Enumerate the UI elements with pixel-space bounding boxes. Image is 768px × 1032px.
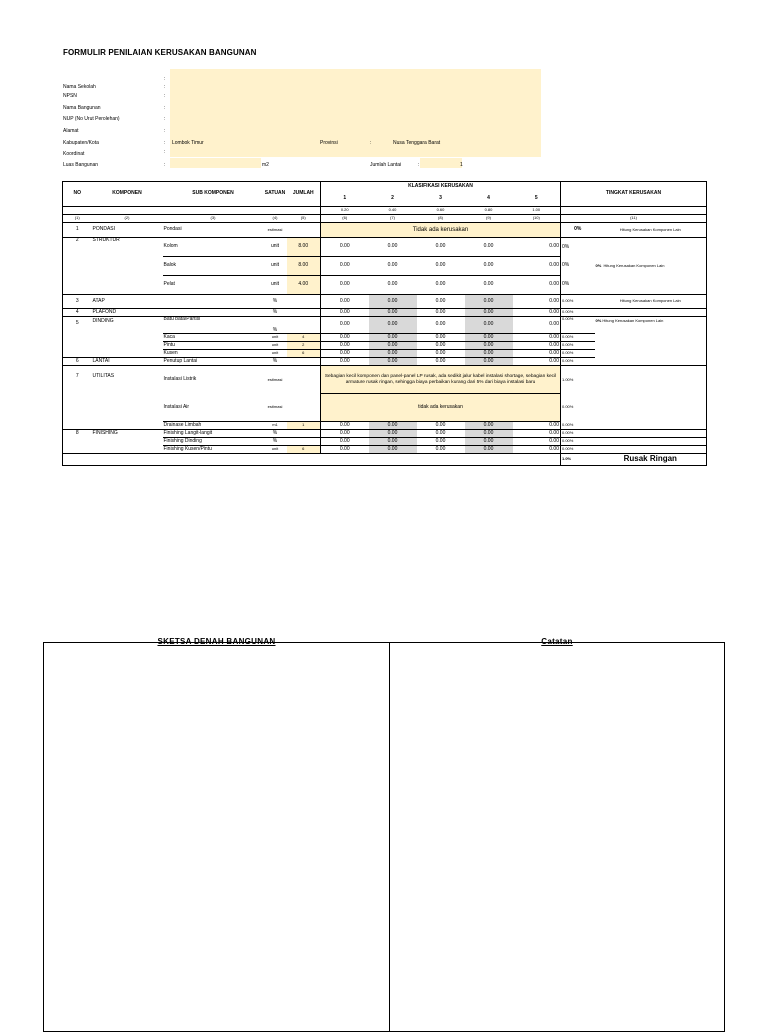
row-pct: 0% [561, 223, 595, 238]
class-value-input[interactable]: 0.00 [465, 257, 513, 276]
row-pct: 0.00% [561, 438, 595, 446]
class-value-input[interactable]: 0.00 [417, 309, 465, 317]
class-value-input[interactable]: 0.00 [369, 257, 417, 276]
class-value-input[interactable]: 0.00 [369, 334, 417, 342]
row-pct: 1.00% [561, 366, 595, 394]
row-komponen: STRUKTUR [92, 237, 120, 243]
class-value-input[interactable]: 0.00 [513, 257, 561, 276]
bobot-1: 0.20 [321, 207, 369, 215]
class-value-input[interactable]: 0.00 [417, 257, 465, 276]
hint-text: Hitung Kerusakan Komponen Lain [603, 262, 665, 268]
header-klasifikasi: KLASIFIKASI KERUSAKAN [321, 182, 561, 191]
class-value-input[interactable]: 0.00 [369, 309, 417, 317]
col-num: (1) [63, 215, 92, 223]
row-satuan: % [264, 438, 287, 446]
row-pct: 0.00% [561, 446, 595, 454]
label-npsn: NPSN [63, 93, 77, 99]
header-tingkat: TINGKAT KERUSAKAN [561, 182, 707, 207]
row-no: 2 [63, 238, 92, 295]
class-value-input[interactable]: 0.00 [321, 238, 369, 257]
class-value-input[interactable]: 0.00 [465, 334, 513, 342]
colon: : [164, 128, 166, 134]
row-komponen: PONDASI [92, 223, 163, 238]
class-value-input[interactable]: 0.00 [513, 276, 561, 295]
row-pct: 0.00% [561, 317, 595, 334]
row-pct: 0% [561, 238, 595, 257]
row-satuan: m1 [264, 422, 287, 430]
col-num: (6) [321, 215, 369, 223]
class-value-input[interactable]: 0.00 [465, 276, 513, 295]
notes-title: Catatan [541, 637, 573, 646]
row-pct: 0.00% [561, 350, 595, 358]
class-value-input[interactable]: 0.00 [513, 342, 561, 350]
row-pct: 0.00% [561, 309, 595, 317]
colon: : [164, 84, 166, 90]
colon: : [164, 116, 166, 122]
row-satuan: % [264, 430, 287, 438]
row-satuan: % [264, 295, 287, 309]
label-alamat: Alamat [63, 128, 79, 134]
row-pct: 0.00% [561, 342, 595, 350]
class-value-input[interactable]: 0.00 [513, 422, 561, 430]
header-sub-komponen: SUB KOMPONEN [163, 182, 264, 207]
class-value-input[interactable]: 0.00 [321, 257, 369, 276]
class-value-input[interactable]: 0.00 [513, 438, 561, 446]
row-sub: Instalasi Air [163, 394, 264, 422]
class-value-input[interactable]: 0.00 [465, 438, 513, 446]
jumlah-input[interactable]: 1 [287, 422, 321, 430]
provinsi-value[interactable]: Nusa Tenggara Barat [393, 140, 441, 146]
class-value-input[interactable]: 0.00 [513, 317, 561, 334]
sketch-title: SKETSA DENAH BANGUNAN [157, 637, 276, 646]
class-value-input[interactable]: 0.00 [465, 358, 513, 366]
bobot-2: 0.40 [369, 207, 417, 215]
header-jumlah: JUMLAH [287, 182, 321, 207]
jumlah-input[interactable]: 8.00 [287, 257, 321, 276]
kelas-4: 4 [487, 194, 490, 201]
row-sub: Finishing Langit-langit [163, 430, 264, 438]
jumlah-input[interactable]: 6 [287, 350, 321, 358]
class-value-input[interactable]: 0.00 [321, 350, 369, 358]
colon: : [418, 162, 420, 168]
jumlah-input[interactable]: 8.00 [287, 238, 321, 257]
class-value-input[interactable]: 0.00 [513, 350, 561, 358]
header-satuan: SATUAN [264, 182, 287, 207]
bobot-3: 0.60 [417, 207, 465, 215]
class-value-input[interactable]: 0.00 [417, 342, 465, 350]
kelas-1: 1 [321, 191, 369, 207]
row-pct: 0.00% [561, 422, 595, 430]
colon: : [164, 105, 166, 111]
dinding-total-pct: 0% [595, 318, 602, 323]
row-sub: Instalasi Listrik [163, 376, 197, 383]
class-value-input[interactable]: 0.00 [513, 430, 561, 438]
hint-text: Hitung Kerusakan Komponen Lain [595, 223, 707, 238]
class-value-input[interactable]: 0.00 [417, 358, 465, 366]
row-satuan: estimasi [264, 394, 287, 422]
row-no: 4 [63, 309, 92, 317]
colon: : [164, 76, 166, 82]
class-value-input[interactable]: 0.00 [321, 276, 369, 295]
total-pct: 1.0% [561, 454, 595, 466]
jumlah-input[interactable]: 4.00 [287, 276, 321, 295]
row-sub: Drainase Limbah [163, 422, 264, 430]
row-satuan: estimasi [264, 223, 287, 238]
jumlah-input[interactable]: 2 [287, 342, 321, 350]
row-satuan: % [264, 309, 287, 317]
class-value-input[interactable]: 0.00 [369, 358, 417, 366]
class-value-input[interactable]: 0.00 [369, 430, 417, 438]
kelas-3: 3 [439, 194, 442, 201]
class-value-input[interactable]: 0.00 [417, 446, 465, 454]
class-value-input[interactable]: 0.00 [513, 446, 561, 454]
row-sub: Balok [163, 257, 264, 276]
dinding-summary [595, 317, 707, 358]
class-value-input[interactable]: 0.00 [417, 317, 465, 334]
jumlah-lantai-value[interactable]: 1 [460, 162, 463, 168]
class-value-input[interactable]: 0.00 [321, 430, 369, 438]
class-value-input[interactable]: 0.00 [465, 422, 513, 430]
damage-category: Rusak Ringan [595, 454, 707, 466]
col-num: (2) [92, 215, 163, 223]
col-num: (4) [264, 215, 287, 223]
row-komponen: UTILITAS [92, 373, 115, 379]
class-value-input[interactable]: 0.00 [417, 422, 465, 430]
class-value-input[interactable]: 0.00 [465, 446, 513, 454]
class-value-input[interactable]: 0.00 [321, 422, 369, 430]
row-komponen: ATAP [92, 295, 163, 309]
bobot-4: 0.80 [465, 207, 513, 215]
row-pct: 0.00% [561, 394, 595, 422]
class-value-input[interactable]: 0.00 [417, 295, 465, 309]
col-num: (10) [513, 215, 561, 223]
label-nama-bangunan: Nama Bangunan [63, 105, 101, 111]
class-value-input[interactable]: 0.00 [465, 430, 513, 438]
label-provinsi: Provinsi [320, 140, 338, 146]
label-luas: Luas Bangunan [63, 162, 99, 168]
col-num: (9) [465, 215, 513, 223]
row-no: 6 [63, 358, 92, 366]
header-komponen: KOMPONEN [92, 182, 163, 207]
class-value-input[interactable]: 0.00 [369, 276, 417, 295]
luas-input-area[interactable] [170, 158, 261, 168]
colon: : [164, 149, 166, 155]
class-value-input[interactable]: 0.00 [417, 334, 465, 342]
row-pct: 0.00% [561, 295, 595, 309]
header-no: NO [63, 182, 92, 207]
class-value-input[interactable]: 0.00 [465, 317, 513, 334]
row-satuan: estimasi [267, 376, 283, 382]
row-pct: 0% [561, 276, 595, 295]
struktur-total-pct: 0% [595, 262, 602, 268]
row-komponen: FINISHING [92, 430, 163, 438]
class-value-input[interactable]: 0.00 [369, 295, 417, 309]
row-no: 8 [63, 430, 92, 438]
pondasi-estimate-select[interactable]: Tidak ada kerusakan [321, 223, 561, 238]
class-value-input[interactable]: 0.00 [369, 438, 417, 446]
row-satuan: unit [264, 238, 287, 257]
label-koordinat: Koordinat [63, 151, 85, 157]
row-sub: Pelat [163, 276, 264, 295]
class-value-input[interactable]: 0.00 [513, 334, 561, 342]
row-komponen: LANTAI [92, 358, 163, 366]
class-value-input[interactable]: 0.00 [321, 334, 369, 342]
kelas-2: 2 [391, 194, 394, 201]
class-value-input[interactable]: 0.00 [465, 309, 513, 317]
col-num: (5) [287, 215, 321, 223]
luas-unit: m2 [262, 162, 269, 168]
row-sub: Pintu [163, 342, 264, 350]
hint-text: Hitung Kerusakan Komponen Lain [595, 295, 707, 309]
label-nama-sekolah: Nama Sekolah [63, 84, 96, 90]
row-sub: Kaca [163, 334, 264, 342]
colon: : [370, 140, 372, 146]
class-value-input[interactable]: 0.00 [369, 317, 417, 334]
class-value-input[interactable]: 0.00 [321, 446, 369, 454]
class-value-input[interactable]: 0.00 [465, 238, 513, 257]
row-sub: Pondasi [163, 223, 264, 238]
bobot-5: 1.00 [513, 207, 561, 215]
row-satuan: unit [264, 350, 287, 358]
class-value-input[interactable]: 0.00 [321, 309, 369, 317]
notes-box[interactable] [389, 637, 725, 1032]
class-value-input[interactable]: 0.00 [513, 295, 561, 309]
class-value-input[interactable]: 0.00 [369, 422, 417, 430]
class-value-input[interactable]: 0.00 [369, 238, 417, 257]
class-value-input[interactable]: 0.00 [417, 350, 465, 358]
row-pct: 0.00% [561, 358, 595, 366]
row-no: 7 [63, 366, 92, 430]
class-value-input[interactable]: 0.00 [513, 238, 561, 257]
identity-input-area[interactable] [170, 69, 541, 157]
row-sub: Kusen [163, 350, 264, 358]
colon: : [164, 162, 166, 168]
class-value-input[interactable]: 0.00 [465, 295, 513, 309]
hint-text: Hitung Kerusakan Komponen Lain [602, 318, 664, 323]
class-value-input[interactable]: 0.00 [417, 238, 465, 257]
struktur-summary [595, 238, 707, 295]
colon: : [164, 140, 166, 146]
class-value-input[interactable]: 0.00 [321, 358, 369, 366]
class-value-input[interactable]: 0.00 [369, 446, 417, 454]
listrik-estimate-select[interactable]: Sebagian kecil komponen dan panel-panel LP rusak, ada sedikit jalur kabel instalasi shortage, sebagian kecil armature rusak ringan, sehingga biaya perbaikan kurang dari 5% dari biaya instalasi baru [321, 366, 561, 394]
label-jumlah-lantai: Jumlah Lantai [370, 162, 402, 168]
row-sub: Kolom [163, 238, 264, 257]
row-satuan: % [264, 358, 287, 366]
lantai-input-area[interactable] [420, 158, 462, 168]
row-komponen: PLAFOND [92, 309, 163, 317]
form-title: FORMULIR PENILAIAN KERUSAKAN BANGUNAN [63, 48, 257, 57]
class-value-input[interactable]: 0.00 [417, 276, 465, 295]
air-estimate-select[interactable]: tidak ada kerusakan [321, 394, 561, 422]
row-satuan: % [272, 326, 278, 333]
col-num: (7) [369, 215, 417, 223]
colon: : [164, 93, 166, 99]
row-satuan: unit [264, 446, 287, 454]
row-pct: 0.00% [561, 430, 595, 438]
class-value-input[interactable]: 0.00 [321, 342, 369, 350]
row-satuan: unit [264, 342, 287, 350]
row-satuan: unit [264, 334, 287, 342]
row-satuan: unit [264, 257, 287, 276]
class-value-input[interactable]: 0.00 [369, 350, 417, 358]
row-pct: 0% [561, 257, 595, 276]
class-value-input[interactable]: 0.00 [465, 342, 513, 350]
class-value-input[interactable]: 0.00 [513, 358, 561, 366]
label-kabupaten: Kabupaten/Kota [63, 140, 99, 146]
sketch-box[interactable] [43, 637, 390, 1032]
row-sub: Finishing Dinding [163, 438, 264, 446]
class-value-input[interactable]: 0.00 [513, 309, 561, 317]
class-value-input[interactable]: 0.00 [321, 317, 369, 334]
assessment-table [62, 181, 707, 466]
class-value-input[interactable]: 0.00 [321, 438, 369, 446]
kabupaten-value[interactable]: Lombok Timur [172, 140, 204, 146]
label-nup: NUP (No Urut Perolehan) [63, 116, 120, 122]
row-sub: Finishing Kusen/Pintu [163, 446, 264, 454]
jumlah-input[interactable]: 4 [287, 334, 321, 342]
col-num: (11) [561, 215, 707, 223]
row-sub: Batu bata/Partisi [163, 316, 201, 322]
jumlah-input[interactable]: 6 [287, 446, 321, 454]
class-value-input[interactable]: 0.00 [321, 295, 369, 309]
row-no: 3 [63, 295, 92, 309]
row-satuan: unit [264, 276, 287, 295]
row-no: 5 [63, 317, 92, 358]
kelas-5: 5 [534, 194, 538, 201]
class-value-input[interactable]: 0.00 [465, 350, 513, 358]
col-num: (8) [417, 215, 465, 223]
col-num: (3) [163, 215, 264, 223]
class-value-input[interactable]: 0.00 [369, 342, 417, 350]
row-komponen: DINDING [92, 318, 114, 324]
class-value-input[interactable]: 0.00 [417, 430, 465, 438]
row-pct: 0.00% [561, 334, 595, 342]
row-no: 1 [63, 223, 92, 238]
class-value-input[interactable]: 0.00 [417, 438, 465, 446]
row-sub: Penutup Lantai [163, 358, 264, 366]
